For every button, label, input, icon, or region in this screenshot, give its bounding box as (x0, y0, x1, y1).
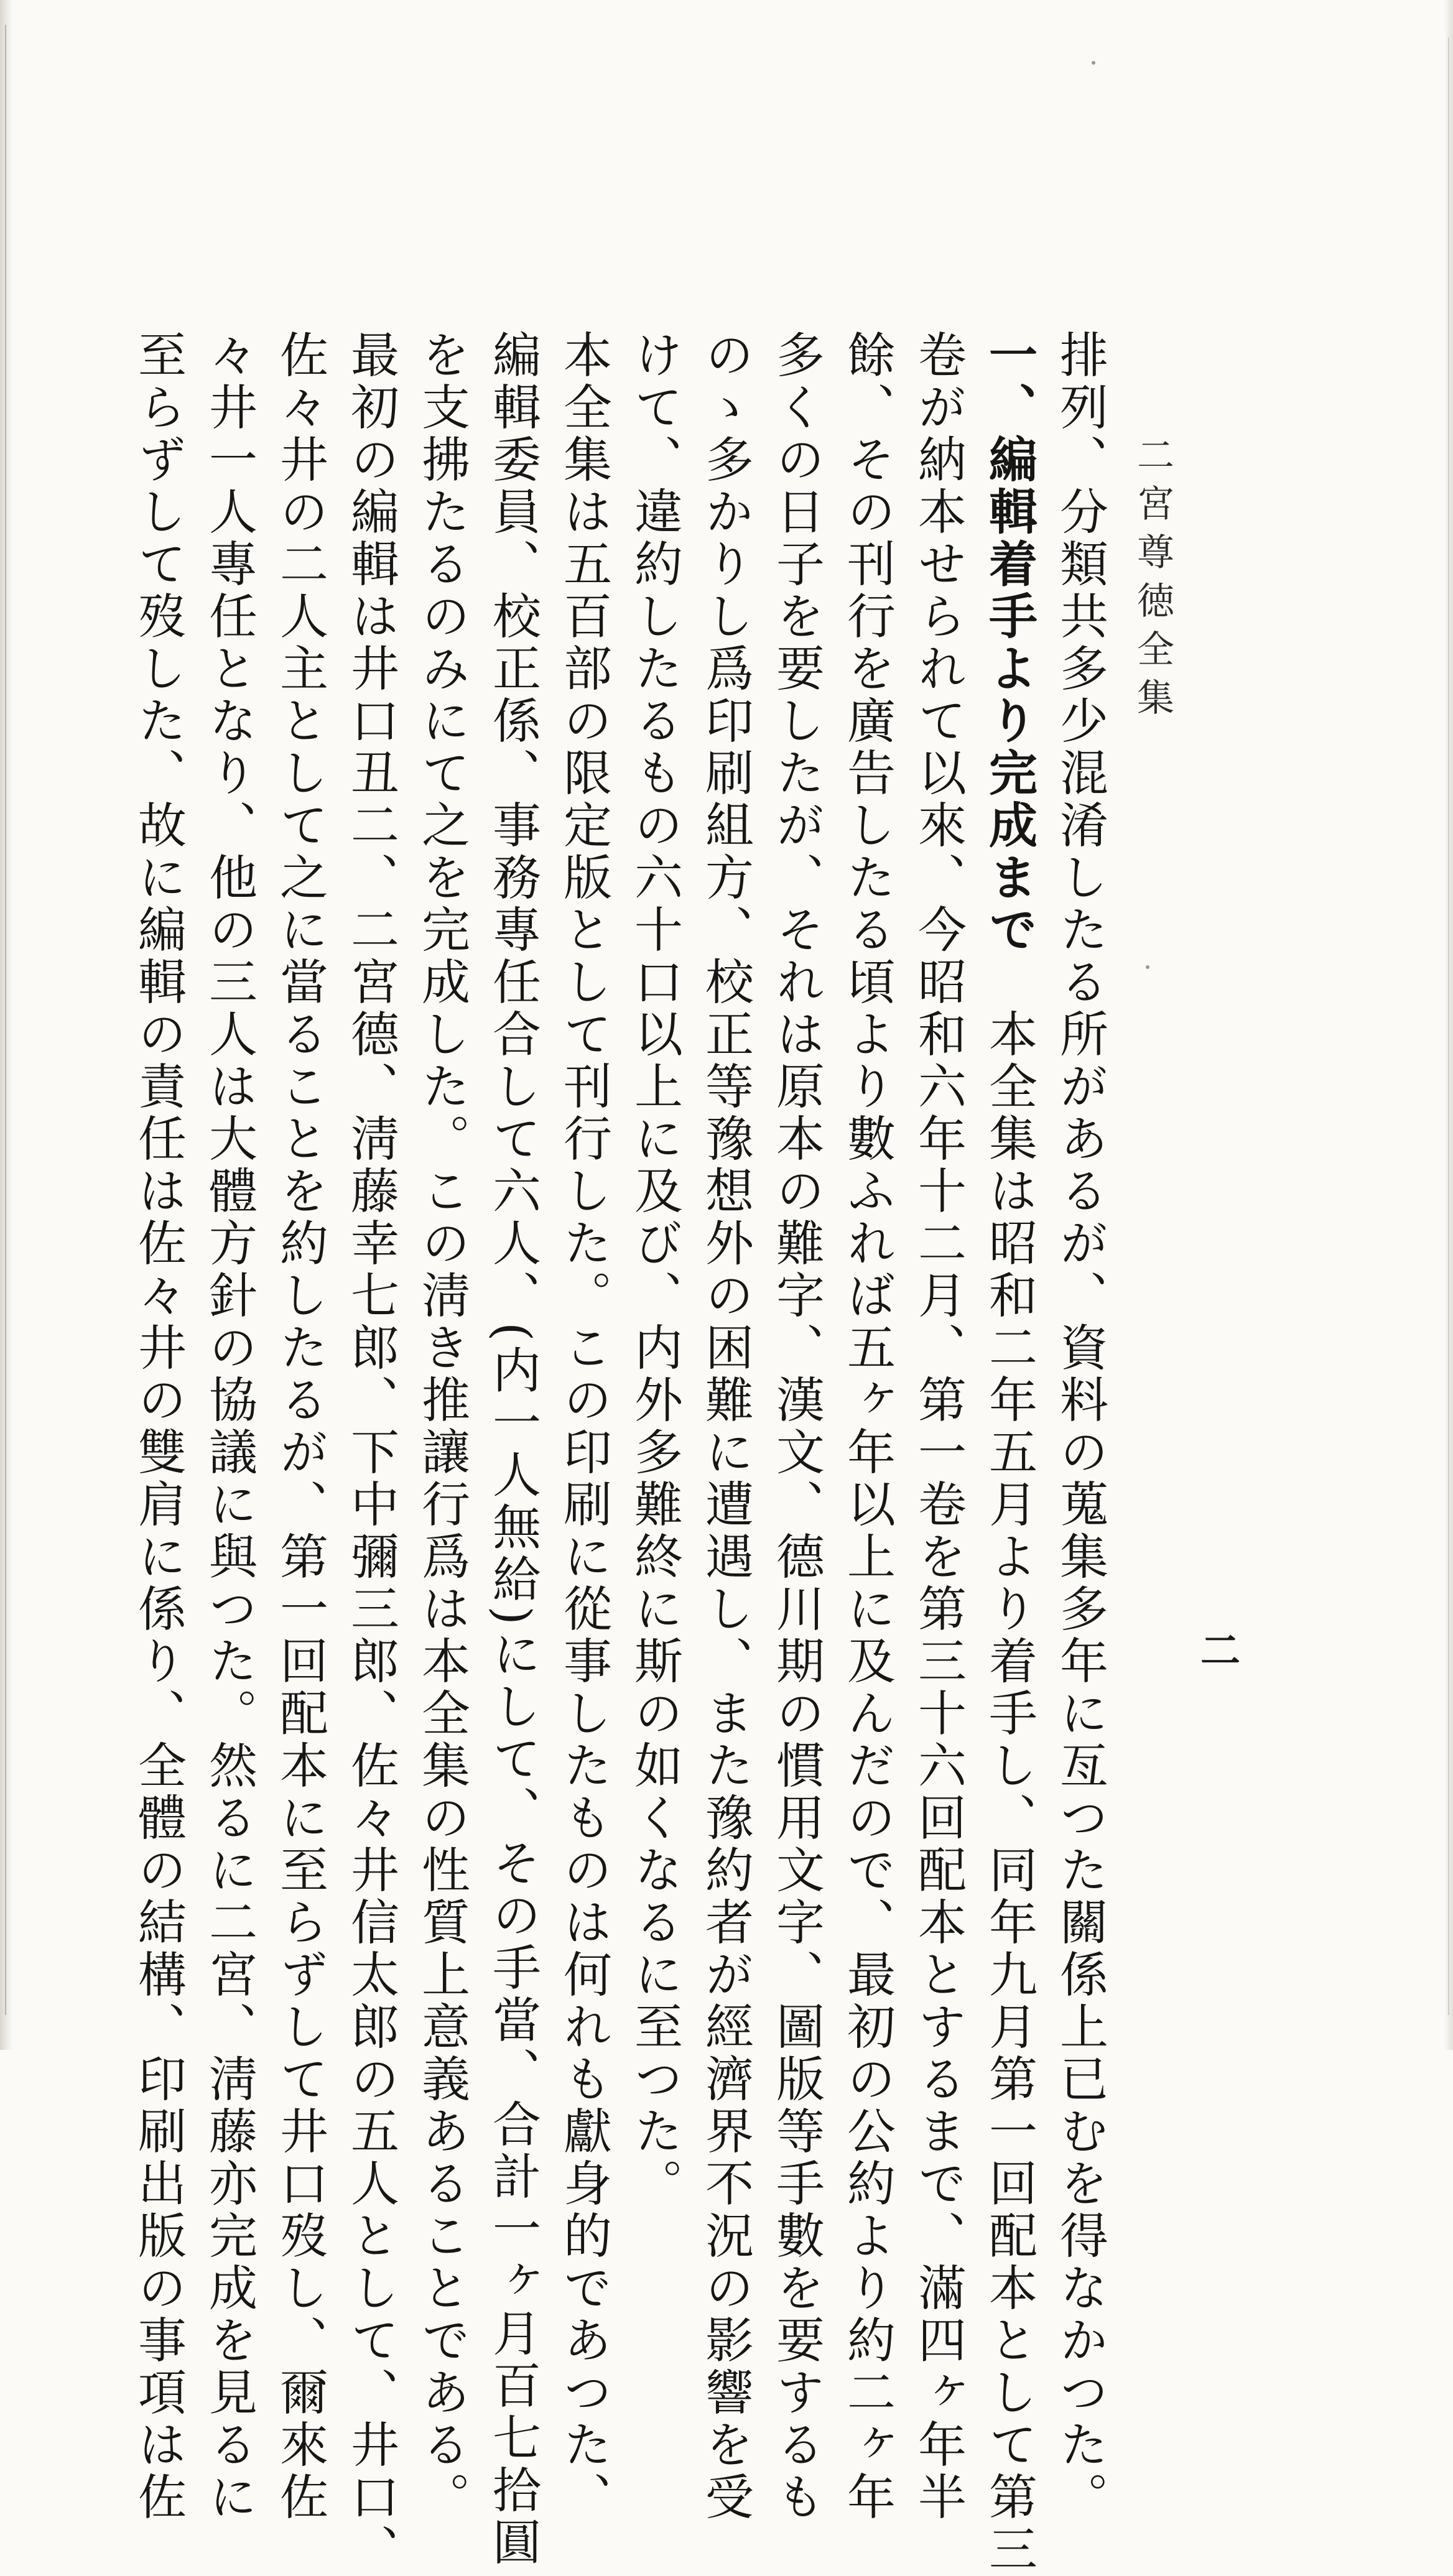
text-column-6 (697, 330, 753, 2524)
binding-edge (0, 0, 14, 2050)
column-text: 餘、その刊行を廣告したる頃より數ふれば五ヶ年以上に及んだので、最初の公約より約二ヶ年 (839, 330, 895, 2524)
column-text: 卷が納本せられて以來、今昭和六年十二月、第一卷を第三十六回配本とするまで、滿四ヶ年半 (910, 330, 966, 2524)
text-column-9 (485, 330, 541, 2569)
text-column-8 (555, 330, 611, 2524)
text-column-14 (130, 330, 186, 2524)
scan-speck (1146, 965, 1149, 969)
right-edge-line (1448, 37, 1449, 2015)
page-number: 二 (1194, 1629, 1240, 1669)
text-column-10 (414, 330, 470, 2524)
column-text: 々井一人專任となり、他の三人は大體方針の協議に與つた。然るに二宮、淸藤亦完成を見るに (201, 330, 257, 2524)
column-text: 多くの日子を要したが、それは原本の難字、漢文、德川期の慣用文字、圖版等手數を要するも (768, 330, 824, 2524)
text-column-1 (1052, 330, 1108, 2524)
scan-speck (1092, 61, 1095, 65)
column-text: 本全集は昭和二年五月より着手し、同年九月第一回配本として第三 (981, 1009, 1037, 2576)
running-head: 二宮尊徳全集 (1131, 435, 1174, 726)
column-text: 本全集は五百部の限定版として刊行した。この印刷に從事したものは何れも獻身的であつた、 (555, 330, 611, 2524)
column-text: 最初の編輯は井口丑二、二宮德、淸藤幸七郎、下中彌三郎、佐々井信太郎の五人として、井口、 (343, 330, 399, 2576)
text-column-12 (272, 330, 328, 2524)
column-text: けて、違約したるもの六十口以上に及び、内外多難終に斯の如くなるに至つた。 (626, 330, 682, 2210)
spacer (981, 957, 1037, 1009)
column-text: 編輯委員、校正係、事務專任合して六人、(内一人無給)にして、その手當、合計一ヶ月百七拾圓 (485, 330, 541, 2569)
text-column-5 (768, 330, 824, 2524)
text-column-2 (981, 330, 1037, 2576)
column-text: 佐々井の二人主として之に當ることを約したるが、第一回配本に至らずして井口歿し、爾來佐 (272, 330, 328, 2524)
text-column-13 (201, 330, 257, 2524)
column-text: 至らずして歿した、故に編輯の責任は佐々井の雙肩に係り、全體の結構、印刷出版の事項は佐 (130, 330, 186, 2524)
text-column-7 (626, 330, 682, 2210)
text-column-4 (839, 330, 895, 2524)
section-heading: 一、編輯着手より完成まで (981, 330, 1037, 957)
column-text: のゝ多かりし爲印刷組方、校正等豫想外の困難に遭遇し、また豫約者が經濟界不況の影響を受 (697, 330, 753, 2524)
text-column-11 (343, 330, 399, 2576)
binding-line (5, 25, 6, 2015)
column-text: を支拂たるのみにて之を完成した。この淸き推讓行爲は本全集の性質上意義あることである。 (414, 330, 470, 2524)
column-text: 排列、分類共多少混淆したる所があるが、資料の蒐集多年に亙つた關係上已むを得なかつた。 (1052, 330, 1108, 2524)
text-column-3 (910, 330, 966, 2524)
